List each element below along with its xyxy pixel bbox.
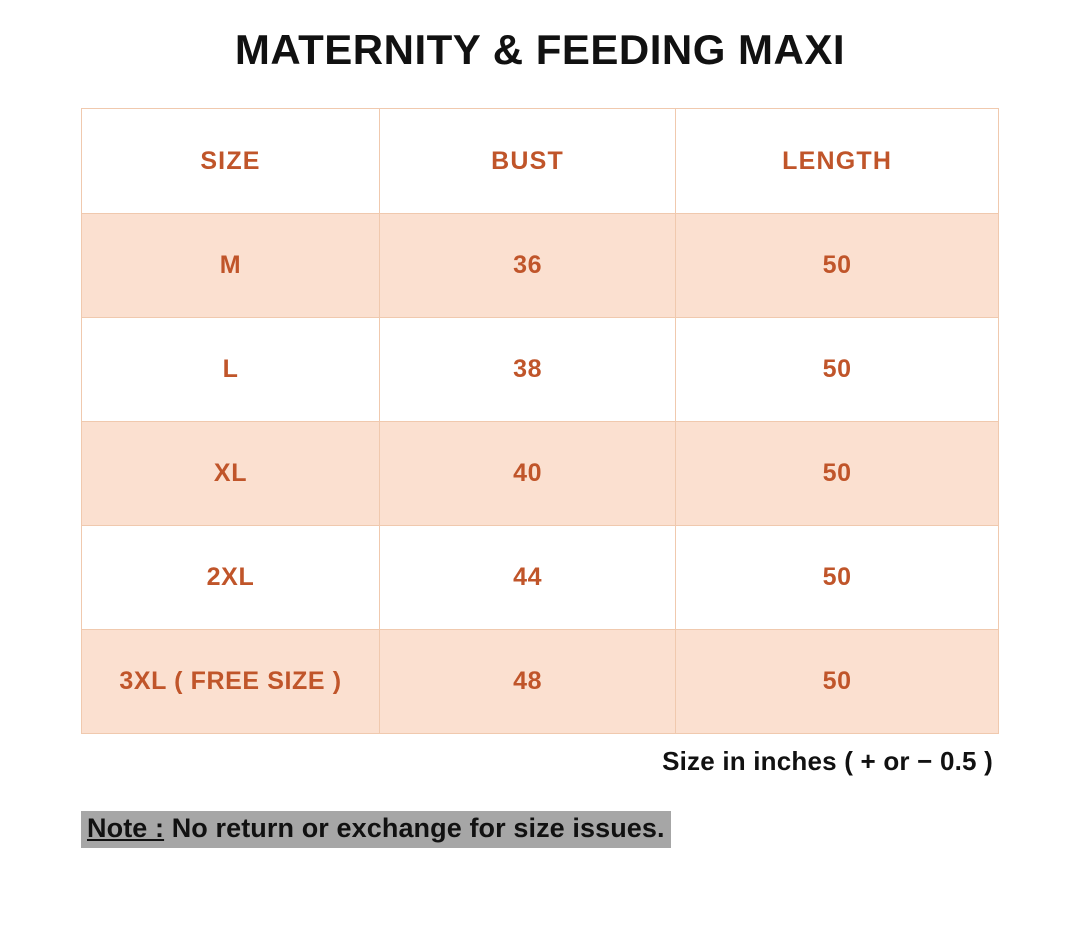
note-highlight [81,811,671,848]
table-header-row [82,109,999,214]
size-table [81,108,999,734]
note-label: Note : [87,813,165,844]
cell-bust: 48 [380,630,676,734]
cell-length: 50 [676,318,999,422]
column-header-length: LENGTH [676,109,999,214]
page-title: MATERNITY & FEEDING MAXI [234,26,846,73]
size-chart-page [0,26,1080,936]
cell-bust: 36 [380,214,676,318]
cell-size: L [82,318,380,422]
return-policy-note [81,811,999,848]
table-row [82,318,999,422]
cell-bust: 38 [380,318,676,422]
cell-length: 50 [676,630,999,734]
table-row [82,422,999,526]
cell-size: XL [82,422,380,526]
cell-length: 50 [676,214,999,318]
cell-length: 50 [676,526,999,630]
size-unit-note: Size in inches ( + or − 0.5 ) [662,746,993,777]
column-header-bust: BUST [380,109,676,214]
cell-length: 50 [676,422,999,526]
table-row [82,630,999,734]
cell-size: 2XL [82,526,380,630]
cell-size: M [82,214,380,318]
table-row [82,214,999,318]
cell-bust: 44 [380,526,676,630]
table-header [82,109,999,214]
column-header-size: SIZE [82,109,380,214]
table-body [82,214,999,734]
note-text: No return or exchange for size issues. [164,813,665,844]
size-table-container [81,108,999,734]
cell-bust: 40 [380,422,676,526]
cell-size: 3XL ( FREE SIZE ) [82,630,380,734]
table-row [82,526,999,630]
